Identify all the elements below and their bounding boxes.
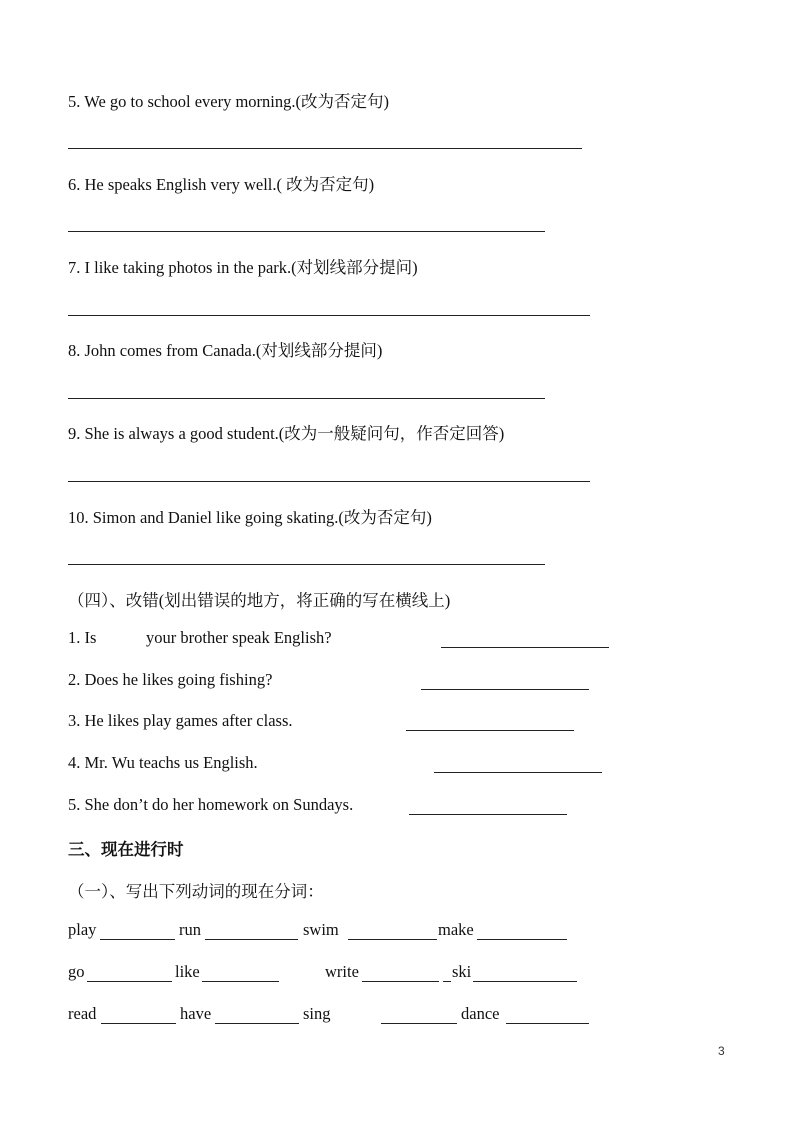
- correction-line-1[interactable]: [441, 647, 609, 648]
- blank-have[interactable]: [215, 1023, 299, 1024]
- correction-heading: （四）、改错(划出错误的地方，将正确的写在横线上): [68, 591, 451, 610]
- page-number: 3: [718, 1044, 725, 1058]
- blank-swim[interactable]: [348, 939, 437, 940]
- correction-item-1-text: your brother speak English?: [146, 628, 332, 647]
- verb-like: like: [175, 962, 200, 981]
- progressive-subheading: （一）、写出下列动词的现在分词：: [68, 882, 324, 901]
- verb-play: play: [68, 920, 97, 939]
- blank-make[interactable]: [477, 939, 567, 940]
- question-9: 9. She is always a good student.(改为一般疑问句，作否定回答): [68, 424, 505, 443]
- blank-prefix-ski: [443, 981, 451, 982]
- blank-ski[interactable]: [473, 981, 577, 982]
- blank-go[interactable]: [87, 981, 172, 982]
- verb-ski: ski: [452, 962, 472, 981]
- question-10: 10. Simon and Daniel like going skating.(改为否定句): [68, 508, 432, 527]
- verb-read: read: [68, 1004, 97, 1023]
- verb-have: have: [180, 1004, 212, 1023]
- verb-sing: sing: [303, 1004, 331, 1023]
- answer-line-7[interactable]: [68, 315, 590, 316]
- correction-line-5[interactable]: [409, 814, 567, 815]
- blank-sing[interactable]: [381, 1023, 457, 1024]
- blank-dance[interactable]: [506, 1023, 589, 1024]
- answer-line-8[interactable]: [68, 398, 545, 399]
- correction-item-3: 3. He likes play games after class.: [68, 711, 293, 730]
- correction-item-2: 2. Does he likes going fishing?: [68, 670, 273, 689]
- answer-line-10[interactable]: [68, 564, 545, 565]
- blank-run[interactable]: [205, 939, 298, 940]
- question-6: 6. He speaks English very well.( 改为否定句): [68, 175, 375, 194]
- question-8: 8. John comes from Canada.(对划线部分提问): [68, 341, 383, 360]
- verb-write: write: [325, 962, 359, 981]
- verb-swim: swim: [303, 920, 339, 939]
- correction-item-5: 5. She don’t do her homework on Sundays.: [68, 795, 354, 814]
- answer-line-5[interactable]: [68, 148, 582, 149]
- answer-line-9[interactable]: [68, 481, 590, 482]
- correction-line-2[interactable]: [421, 689, 589, 690]
- blank-play[interactable]: [100, 939, 175, 940]
- blank-write[interactable]: [362, 981, 439, 982]
- correction-item-4: 4. Mr. Wu teachs us English.: [68, 753, 258, 772]
- correction-item-1-num: 1. Is: [68, 628, 97, 647]
- correction-line-3[interactable]: [406, 730, 574, 731]
- section-title-present-progressive: 三、现在进行时: [68, 840, 184, 859]
- verb-make: make: [438, 920, 474, 939]
- blank-like[interactable]: [202, 981, 279, 982]
- verb-go: go: [68, 962, 85, 981]
- answer-line-6[interactable]: [68, 231, 545, 232]
- blank-read[interactable]: [101, 1023, 176, 1024]
- verb-run: run: [179, 920, 201, 939]
- question-7: 7. I like taking photos in the park.(对划线部分提问): [68, 258, 418, 277]
- question-5: 5. We go to school every morning.(改为否定句): [68, 92, 389, 111]
- correction-line-4[interactable]: [434, 772, 602, 773]
- verb-dance: dance: [461, 1004, 500, 1023]
